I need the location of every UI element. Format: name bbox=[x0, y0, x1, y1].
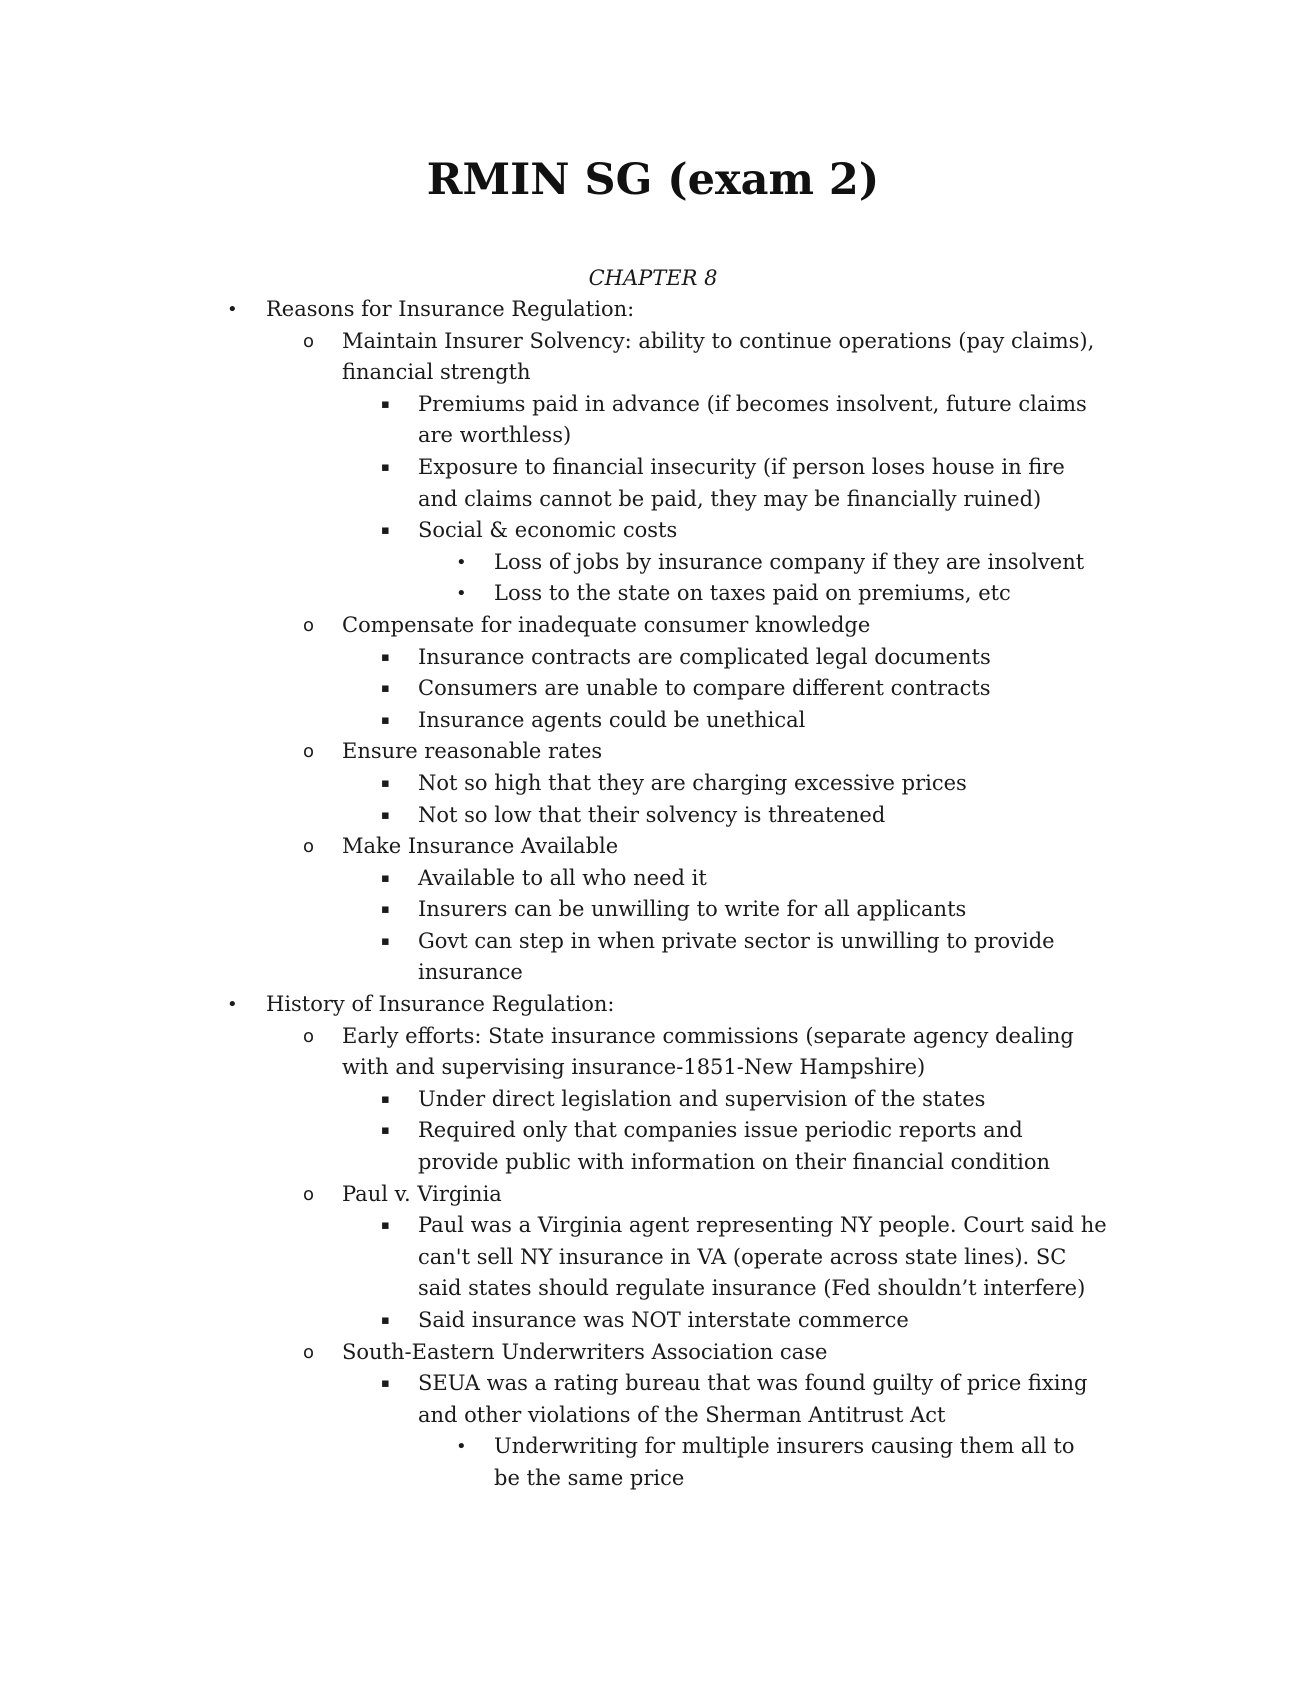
bullet-square-icon: ▪ bbox=[381, 649, 390, 665]
outline-item-level3 bbox=[0, 642, 1306, 674]
bullet-circle-icon: o bbox=[303, 836, 315, 858]
outline-item-continuation bbox=[0, 1463, 1306, 1495]
outline-item-continuation bbox=[0, 420, 1306, 452]
item-text: said states should regulate insurance (Fed shouldn’t interfere) bbox=[418, 1276, 1086, 1301]
item-text: are worthless) bbox=[418, 423, 572, 448]
bullet-square-icon: ▪ bbox=[381, 933, 390, 949]
outline-item-continuation bbox=[0, 1052, 1306, 1084]
notes-outline bbox=[0, 294, 1306, 1495]
item-text: Available to all who need it bbox=[418, 865, 707, 890]
outline-item-level2 bbox=[0, 610, 1306, 642]
bullet-square-icon: ▪ bbox=[381, 396, 390, 412]
bullet-square-icon: ▪ bbox=[381, 1123, 390, 1139]
item-text: insurance bbox=[418, 960, 523, 985]
outline-item-level3 bbox=[0, 800, 1306, 832]
outline-item-level3 bbox=[0, 1084, 1306, 1116]
item-text: Consumers are unable to compare different contracts bbox=[418, 676, 991, 701]
bullet-square-icon: ▪ bbox=[381, 807, 390, 823]
outline-item-level2 bbox=[0, 831, 1306, 863]
item-text: Premiums paid in advance (if becomes insolvent, future claims bbox=[418, 391, 1087, 416]
item-text: can't sell NY insurance in VA (operate across state lines). SC bbox=[418, 1244, 1067, 1269]
bullet-square-icon: ▪ bbox=[381, 902, 390, 918]
item-text: Insurance agents could be unethical bbox=[418, 707, 806, 732]
bullet-disc-icon: • bbox=[456, 583, 467, 605]
outline-item-level2 bbox=[0, 736, 1306, 768]
outline-item-continuation bbox=[0, 957, 1306, 989]
item-text: provide public with information on their financial condition bbox=[418, 1150, 1051, 1175]
bullet-square-icon: ▪ bbox=[381, 1091, 390, 1107]
item-text: Loss of jobs by insurance company if they are insolvent bbox=[494, 549, 1085, 574]
outline-item-level3 bbox=[0, 705, 1306, 737]
item-text: South-Eastern Underwriters Association case bbox=[342, 1339, 828, 1364]
bullet-square-icon: ▪ bbox=[381, 712, 390, 728]
bullet-disc-icon: • bbox=[456, 1436, 467, 1458]
item-text: Ensure reasonable rates bbox=[342, 739, 603, 764]
item-text: Not so low that their solvency is threatened bbox=[418, 802, 886, 827]
item-text: Exposure to financial insecurity (if person loses house in fire bbox=[418, 454, 1065, 479]
outline-item-level2 bbox=[0, 326, 1306, 358]
outline-item-level1 bbox=[0, 294, 1306, 326]
item-text: with and supervising insurance-1851-New Hampshire) bbox=[342, 1055, 926, 1080]
outline-item-level1 bbox=[0, 989, 1306, 1021]
bullet-square-icon: ▪ bbox=[381, 1218, 390, 1234]
bullet-circle-icon: o bbox=[303, 1341, 315, 1363]
outline-item-level4 bbox=[0, 547, 1306, 579]
outline-item-level2 bbox=[0, 1337, 1306, 1369]
outline-item-level3 bbox=[0, 768, 1306, 800]
outline-item-level4 bbox=[0, 578, 1306, 610]
outline-item-continuation bbox=[0, 1242, 1306, 1274]
item-text: History of Insurance Regulation: bbox=[266, 992, 615, 1017]
item-text: and other violations of the Sherman Antitrust Act bbox=[418, 1402, 946, 1427]
outline-item-level3 bbox=[0, 894, 1306, 926]
item-text: Said insurance was NOT interstate commerce bbox=[418, 1308, 909, 1332]
outline-item-level3 bbox=[0, 1210, 1306, 1242]
document-title: RMIN SG (exam 2) bbox=[426, 155, 880, 205]
item-text: Compensate for inadequate consumer knowledge bbox=[342, 612, 871, 637]
item-text: Underwriting for multiple insurers causing them all to bbox=[494, 1434, 1075, 1459]
outline-item-level4 bbox=[0, 1431, 1306, 1463]
outline-item-level3 bbox=[0, 389, 1306, 421]
outline-item-continuation bbox=[0, 484, 1306, 516]
item-text: Social & economic costs bbox=[418, 518, 678, 543]
item-text: be the same price bbox=[494, 1465, 685, 1490]
outline-item-level3 bbox=[0, 926, 1306, 958]
outline-item-level3 bbox=[0, 863, 1306, 895]
item-text: Under direct legislation and supervision of the states bbox=[418, 1086, 986, 1111]
bullet-disc-icon: • bbox=[456, 551, 467, 573]
item-text: Maintain Insurer Solvency: ability to continue operations (pay claims), bbox=[342, 328, 1095, 353]
outline-item-level2 bbox=[0, 1179, 1306, 1211]
item-text: Reasons for Insurance Regulation: bbox=[266, 297, 635, 321]
item-text: Not so high that they are charging excessive prices bbox=[418, 770, 967, 795]
bullet-circle-icon: o bbox=[303, 614, 315, 636]
outline-item-continuation bbox=[0, 1147, 1306, 1179]
outline-item-level3 bbox=[0, 452, 1306, 484]
bullet-square-icon: ▪ bbox=[381, 523, 390, 539]
item-text: Required only that companies issue periodic reports and bbox=[418, 1118, 1023, 1143]
item-text: Loss to the state on taxes paid on premiums, etc bbox=[494, 581, 1011, 606]
item-text: Paul v. Virginia bbox=[342, 1181, 502, 1206]
bullet-circle-icon: o bbox=[303, 1025, 315, 1047]
outline-item-continuation bbox=[0, 1400, 1306, 1432]
item-text: financial strength bbox=[342, 360, 531, 385]
item-text: and claims cannot be paid, they may be financially ruined) bbox=[418, 486, 1042, 511]
outline-item-level2 bbox=[0, 1021, 1306, 1053]
item-text: Make Insurance Available bbox=[342, 834, 619, 859]
item-text: Govt can step in when private sector is unwilling to provide bbox=[418, 928, 1055, 953]
item-text: Insurers can be unwilling to write for all applicants bbox=[418, 897, 967, 922]
item-text: Early efforts: State insurance commissions (separate agency dealing bbox=[342, 1023, 1074, 1048]
bullet-square-icon: ▪ bbox=[381, 459, 390, 475]
bullet-square-icon: ▪ bbox=[381, 1376, 390, 1392]
outline-item-level3 bbox=[0, 1368, 1306, 1400]
item-text: Insurance contracts are complicated legal documents bbox=[418, 644, 991, 669]
outline-item-level3 bbox=[0, 515, 1306, 547]
bullet-disc-icon: • bbox=[227, 994, 238, 1016]
item-text: Paul was a Virginia agent representing NY people. Court said he bbox=[418, 1213, 1107, 1238]
bullet-square-icon: ▪ bbox=[381, 681, 390, 697]
bullet-square-icon: ▪ bbox=[381, 775, 390, 791]
outline-item-continuation bbox=[0, 1273, 1306, 1305]
outline-item-level3 bbox=[0, 673, 1306, 705]
chapter-heading: CHAPTER 8 bbox=[588, 266, 718, 290]
outline-item-level3 bbox=[0, 1305, 1306, 1337]
bullet-circle-icon: o bbox=[303, 1183, 315, 1205]
bullet-disc-icon: • bbox=[227, 299, 238, 320]
bullet-square-icon: ▪ bbox=[381, 1313, 390, 1328]
bullet-circle-icon: o bbox=[303, 741, 315, 763]
bullet-circle-icon: o bbox=[303, 330, 315, 352]
item-text: SEUA was a rating bureau that was found guilty of price fixing bbox=[418, 1371, 1088, 1396]
outline-item-level3 bbox=[0, 1115, 1306, 1147]
outline-item-continuation bbox=[0, 357, 1306, 389]
bullet-square-icon: ▪ bbox=[381, 870, 390, 886]
